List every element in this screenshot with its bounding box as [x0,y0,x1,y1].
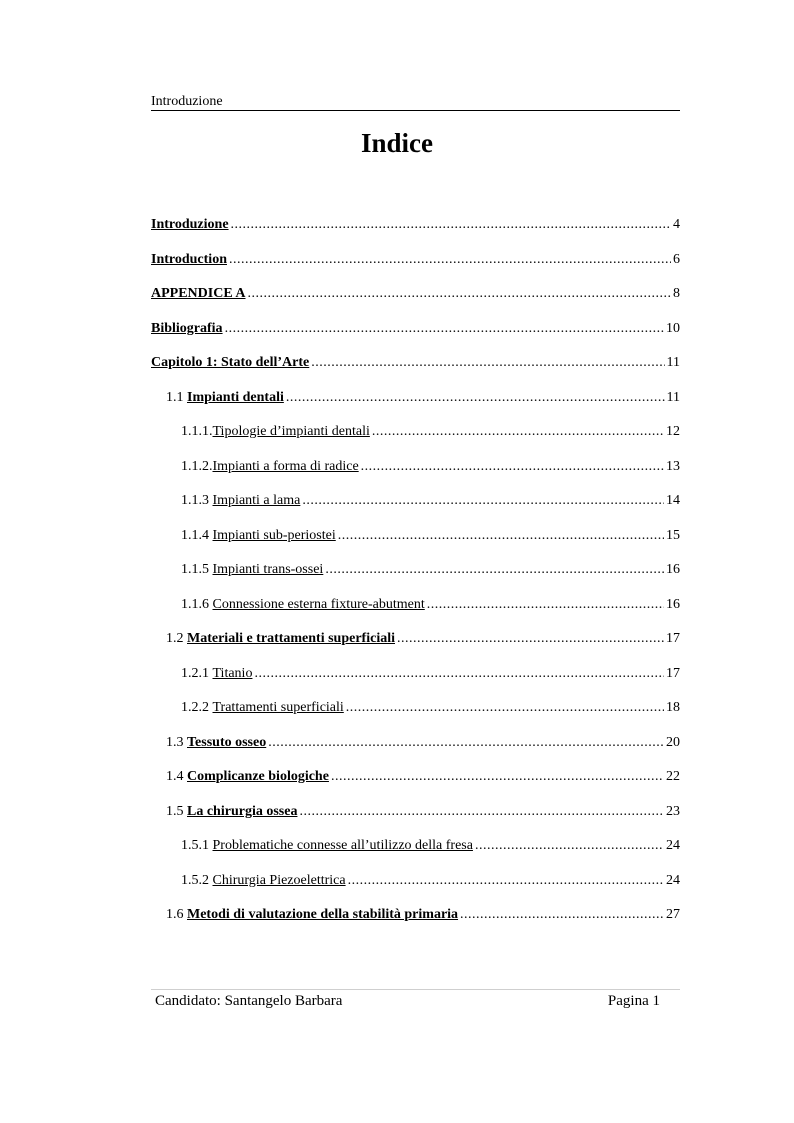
toc-entry-number: 1.2.2 [181,700,213,715]
toc-entry-page: 17 [666,665,680,681]
dot-leader [346,700,664,716]
toc-entry-number: 1.4 [166,769,187,784]
page-footer [155,993,660,1010]
toc-entry[interactable] [151,459,680,494]
dot-leader [475,838,664,854]
toc-entry-link[interactable]: Metodi di valutazione della stabilità primaria [187,907,459,922]
toc-entry-link[interactable]: Introduction [151,251,227,267]
toc-entry-page: 16 [666,562,680,577]
toc-entry-number: 1.5.2 [181,872,213,888]
toc-entry-page: 8 [673,286,680,301]
dot-leader [460,907,664,923]
running-header: Introduzione [151,94,223,109]
toc-entry-link[interactable]: Titanio [212,665,253,681]
dot-leader [325,562,664,578]
toc-entry[interactable] [151,631,680,666]
toc-entry[interactable] [151,907,680,942]
footer-divider [151,989,680,990]
page-title: Indice [360,128,433,158]
toc-entry[interactable] [151,562,680,597]
toc-entry[interactable] [151,286,680,321]
toc-entry-link[interactable]: Impianti a forma di radice [212,458,359,474]
dot-leader [286,390,665,406]
toc-entry[interactable] [151,700,680,735]
dot-leader [427,597,664,613]
toc-entry-link[interactable]: Bibliografia [151,320,223,336]
toc-entry-number: 1.6 [166,907,187,922]
toc-entry-link[interactable]: Tipologie d’impianti dentali [212,424,370,439]
toc-entry-number: 1.1.4 [181,527,213,543]
toc-entry[interactable] [151,321,680,356]
toc-entry-page: 10 [666,320,680,336]
toc-entry[interactable] [151,390,680,425]
toc-entry[interactable] [151,355,680,390]
table-of-contents [151,217,680,942]
header-divider [151,110,680,111]
toc-entry-page: 24 [666,838,680,853]
toc-entry-number: 1.3 [166,734,187,750]
dot-leader [361,459,664,475]
toc-entry-number: 1.1.6 [181,596,213,612]
toc-entry-link[interactable]: Materiali e trattamenti superficiali [187,631,395,646]
dot-leader [231,217,671,233]
toc-entry-link[interactable]: Tessuto osseo [187,734,267,750]
toc-entry-page: 17 [666,631,680,646]
toc-entry[interactable] [151,528,680,563]
toc-entry-link[interactable]: APPENDICE A [151,286,246,301]
toc-entry-number: 1.1.5 [181,562,213,577]
dot-leader [248,286,671,302]
dot-leader [372,424,664,440]
toc-entry-number: 1.2 [166,631,187,646]
toc-entry-page: 23 [666,803,680,819]
toc-entry[interactable] [151,769,680,804]
toc-entry-page: 11 [666,389,680,405]
toc-entry-page: 12 [666,424,680,439]
toc-entry-link[interactable]: Impianti dentali [187,389,284,405]
toc-entry-page: 20 [666,734,680,750]
toc-entry-number: 1.1.1. [181,424,213,439]
toc-entry[interactable] [151,838,680,873]
toc-entry-link[interactable]: Introduzione [151,217,229,232]
toc-entry-page: 22 [666,769,680,784]
toc-entry[interactable] [151,735,680,770]
toc-entry[interactable] [151,804,680,839]
toc-entry-link[interactable]: Connessione esterna fixture-abutment [212,596,425,612]
toc-entry-number: 1.5.1 [181,838,213,853]
dot-leader [338,528,664,544]
toc-entry-page: 15 [666,527,680,543]
toc-entry-link[interactable]: Problematiche connesse all’utilizzo della fresa [212,838,473,853]
toc-entry[interactable] [151,493,680,528]
toc-entry-page: 13 [666,458,680,474]
toc-entry-page: 27 [666,907,680,922]
dot-leader [254,666,664,682]
toc-entry-link[interactable]: Impianti trans-ossei [212,562,324,577]
dot-leader [268,735,664,751]
dot-leader [331,769,664,785]
toc-entry-link[interactable]: Impianti a lama [212,493,301,508]
toc-entry-page: 11 [666,355,680,370]
dot-leader [229,252,671,268]
dot-leader [299,804,664,820]
toc-entry-link[interactable]: Chirurgia Piezoelettrica [212,872,346,888]
toc-entry-number: 1.1.3 [181,493,213,508]
toc-entry-number: 1.1.2. [181,458,213,474]
footer-page-number: Pagina 1 [607,993,660,1009]
dot-leader [311,355,664,371]
toc-entry-page: 18 [666,700,680,715]
toc-entry[interactable] [151,217,680,252]
toc-entry[interactable] [151,666,680,701]
toc-entry[interactable] [151,252,680,287]
toc-entry[interactable] [151,597,680,632]
toc-entry-link[interactable]: Complicanze biologiche [187,769,329,784]
dot-leader [225,321,664,337]
toc-entry-page: 24 [666,872,680,888]
toc-entry-page: 6 [673,251,680,267]
toc-entry-link[interactable]: Capitolo 1: Stato dell’Arte [151,355,310,370]
footer-candidate: Candidato: Santangelo Barbara [155,993,343,1009]
toc-entry-link[interactable]: Impianti sub-periostei [212,527,336,543]
toc-entry-number: 1.1 [166,389,187,405]
toc-entry-page: 14 [666,493,680,508]
dot-leader [397,631,664,647]
toc-entry-number: 1.2.1 [181,665,213,681]
dot-leader [348,873,664,889]
toc-entry[interactable] [151,873,680,908]
toc-entry-link[interactable]: La chirurgia ossea [187,803,298,819]
toc-entry[interactable] [151,424,680,459]
toc-entry-number: 1.5 [166,803,187,819]
dot-leader [302,493,664,509]
toc-entry-page: 16 [666,596,680,612]
toc-entry-page: 4 [673,217,680,232]
toc-entry-link[interactable]: Trattamenti superficiali [212,700,344,715]
